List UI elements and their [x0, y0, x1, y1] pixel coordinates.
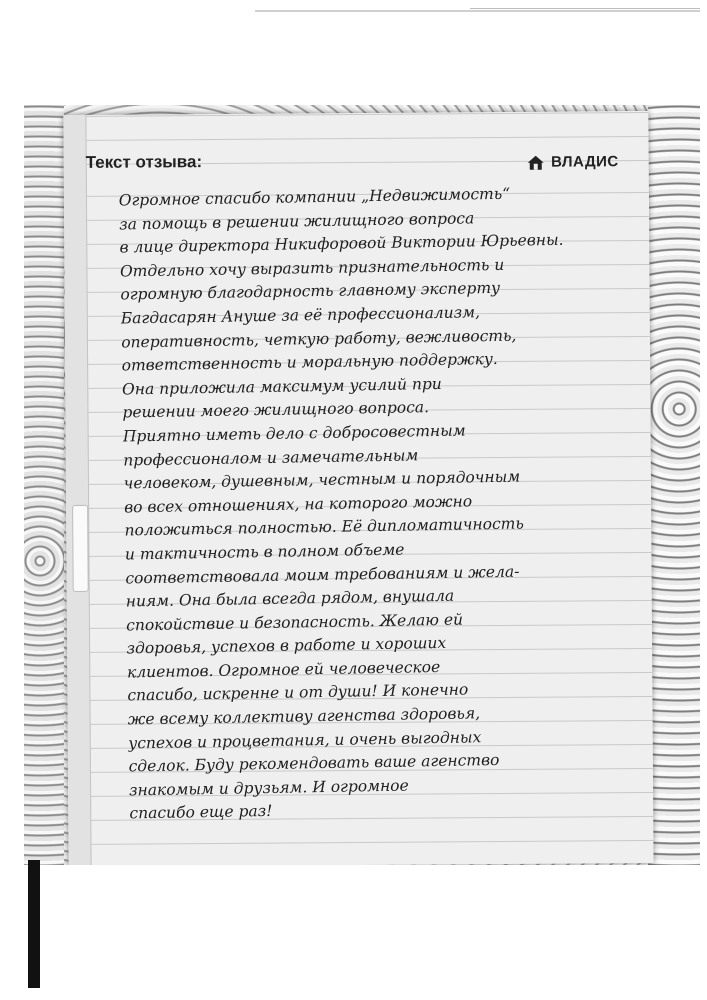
handwritten-line: Отдельно хочу выразить признательность и — [119, 255, 505, 281]
handwritten-line: Огромное спасибо компании „Недвижимость“ — [118, 184, 511, 210]
handwritten-review — [119, 180, 670, 826]
house-icon — [527, 154, 545, 170]
handwritten-line: ответственность и моральную поддержку. — [121, 350, 498, 375]
handwritten-line: решении моего жилищного вопроса. — [122, 398, 430, 422]
scan-edge-bar — [28, 860, 40, 988]
top-rule-short — [470, 8, 700, 9]
photo-of-review — [24, 105, 700, 865]
handwritten-line: оперативность, четкую работу, вежливость, — [121, 326, 517, 352]
company-logo — [527, 153, 619, 171]
handwritten-line: ниям. Она была всегда рядом, внушала — [125, 586, 455, 611]
logo-text: ВЛАДИС — [550, 153, 619, 171]
handwritten-line: в лице директора Никифоровой Виктории Юрьевны. — [119, 230, 564, 257]
handwritten-line: человеком, душевным, честным и порядочным — [123, 467, 521, 493]
handwritten-line: здоровья, успехов в работе и хороших — [126, 634, 447, 658]
handwritten-line: спасибо, искренне и от души! И конечно — [127, 680, 469, 705]
handwritten-line: спасибо еще раз! — [129, 802, 273, 823]
handwritten-line: сделок. Буду рекомендовать ваше агенство — [128, 751, 500, 776]
handwritten-line: же всему коллективу агенства здоровья, — [127, 704, 481, 729]
review-sheet — [63, 111, 653, 865]
handwritten-line: клиентов. Огромное ей человеческое — [126, 657, 441, 682]
binder-edge — [63, 115, 91, 865]
lace-background-left — [24, 105, 64, 865]
handwritten-line: спокойствие и безопасность. Желаю ей — [126, 610, 464, 635]
handwritten-line: во всех отношениях, на которого можно — [123, 492, 473, 517]
handwritten-line: Она приложила максимум усилий при — [121, 374, 442, 399]
handwritten-line: Багдасарян Ануше за её профессионализм, — [120, 303, 481, 328]
handwritten-line: и тактичность в полном объеме — [124, 540, 405, 564]
handwritten-line: знакомым и друзьям. И огромное — [128, 776, 409, 800]
handwritten-line: соответствовала моим требованиям и жела- — [125, 562, 520, 587]
top-rule — [255, 10, 700, 12]
review-heading: Текст отзыва: — [85, 152, 203, 172]
handwritten-line: положиться полностью. Её дипломатичность — [124, 514, 524, 540]
handwritten-line: профессионалом и замечательным — [123, 445, 419, 470]
handwritten-line: огромную благодарность главному эксперту — [120, 279, 501, 304]
handwritten-line: успехов и процветания, и очень выгодных — [128, 727, 482, 753]
binder-tab — [72, 505, 89, 592]
handwritten-line: Приятно иметь дело с добросовестным — [122, 421, 466, 446]
handwritten-line: за помощь в решении жилищного вопроса — [119, 208, 475, 234]
